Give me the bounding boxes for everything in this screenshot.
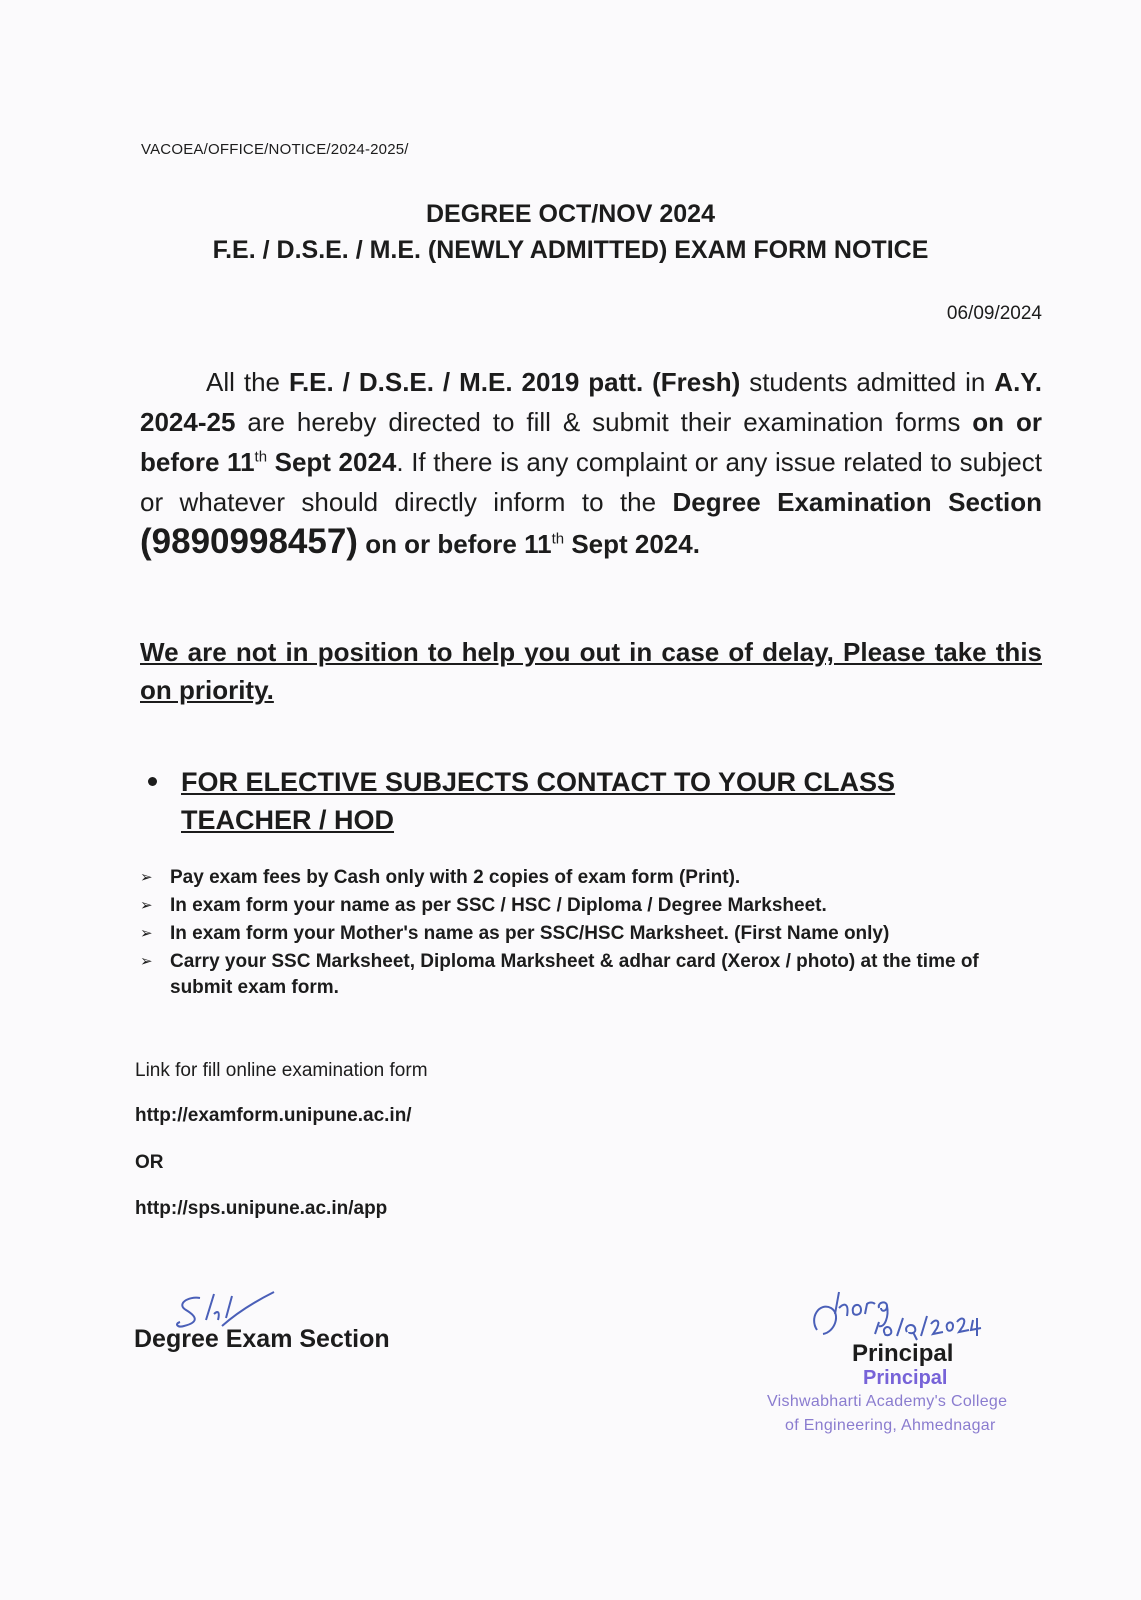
para-bold: A.Y. 2024-25 [140,367,1042,437]
arrow-bullet-icon: ➢ [140,925,153,942]
para-text: students admitted in [740,367,995,397]
instruction-text: Pay exam fees by Cash only with 2 copies of exam form (Print). [170,867,741,888]
exam-form-link-1[interactable]: http://examform.unipune.ac.in/ [135,1105,412,1126]
notice-title-line1: DEGREE OCT/NOV 2024 [426,200,715,228]
arrow-bullet-icon: ➢ [140,897,153,914]
notice-body-paragraph [140,362,1042,564]
para-bold: on or before 11 [140,407,1042,477]
instruction-text: In exam form your Mother's name as per SSC/HSC Marksheet. (First Name only) [170,923,890,944]
notice-title-line2: F.E. / D.S.E. / M.E. (NEWLY ADMITTED) EXAM FORM NOTICE [212,236,929,264]
stamp-title: Principal [863,1367,948,1389]
arrow-bullet-icon: ➢ [140,869,153,886]
para-bold: Degree Examination Section [672,487,1043,517]
notice-date: 06/09/2024 [946,303,1042,324]
reference-number: VACOEA/OFFICE/NOTICE/2024-2025/ [141,141,409,158]
or-separator: OR [135,1152,164,1173]
instruction-item [140,865,1020,891]
para-superscript: th [551,530,565,548]
bullet-dot-icon [148,777,157,786]
para-text: All the [206,367,289,397]
right-signatory: Principal [852,1340,954,1367]
para-text: . If there is any complaint or any issue related to subject or whatever should directly inform to the [140,447,1042,517]
stamp-college-line2: of Engineering, Ahmednagar [785,1417,996,1434]
link-label: Link for fill online examination form [135,1060,428,1081]
instruction-item [140,949,1020,1001]
stamp-college-line1: Vishwabharti Academy's College [767,1393,1008,1410]
instruction-item [140,921,1020,947]
para-superscript: th [254,448,268,466]
phone-number: (9890998457) [140,522,358,561]
instruction-text: In exam form your name as per SSC / HSC / Diploma / Degree Marksheet. [170,895,827,916]
instruction-list [140,865,1020,1003]
instruction-text: Carry your SSC Marksheet, Diploma Marksheet & adhar card (Xerox / photo) at the time of submit exam form. [170,951,979,998]
para-bold: Sept 2024. [564,529,700,559]
arrow-bullet-icon: ➢ [140,953,153,970]
priority-warning: We are not in position to help you out in case of delay, Please take this on priority. [140,637,1042,705]
elective-bullet-text: FOR ELECTIVE SUBJECTS CONTACT TO YOUR CLASS TEACHER / HOD [181,767,896,835]
para-bold: Sept 2024 [267,447,397,477]
instruction-item [140,893,1020,919]
exam-form-link-2[interactable]: http://sps.unipune.ac.in/app [135,1198,388,1219]
para-text: are hereby directed to fill & submit their examination forms [235,407,973,437]
para-bold: F.E. / D.S.E. / M.E. 2019 patt. (Fresh) [288,367,741,397]
left-signatory: Degree Exam Section [134,1325,390,1353]
para-bold: on or before 11 [357,529,552,559]
